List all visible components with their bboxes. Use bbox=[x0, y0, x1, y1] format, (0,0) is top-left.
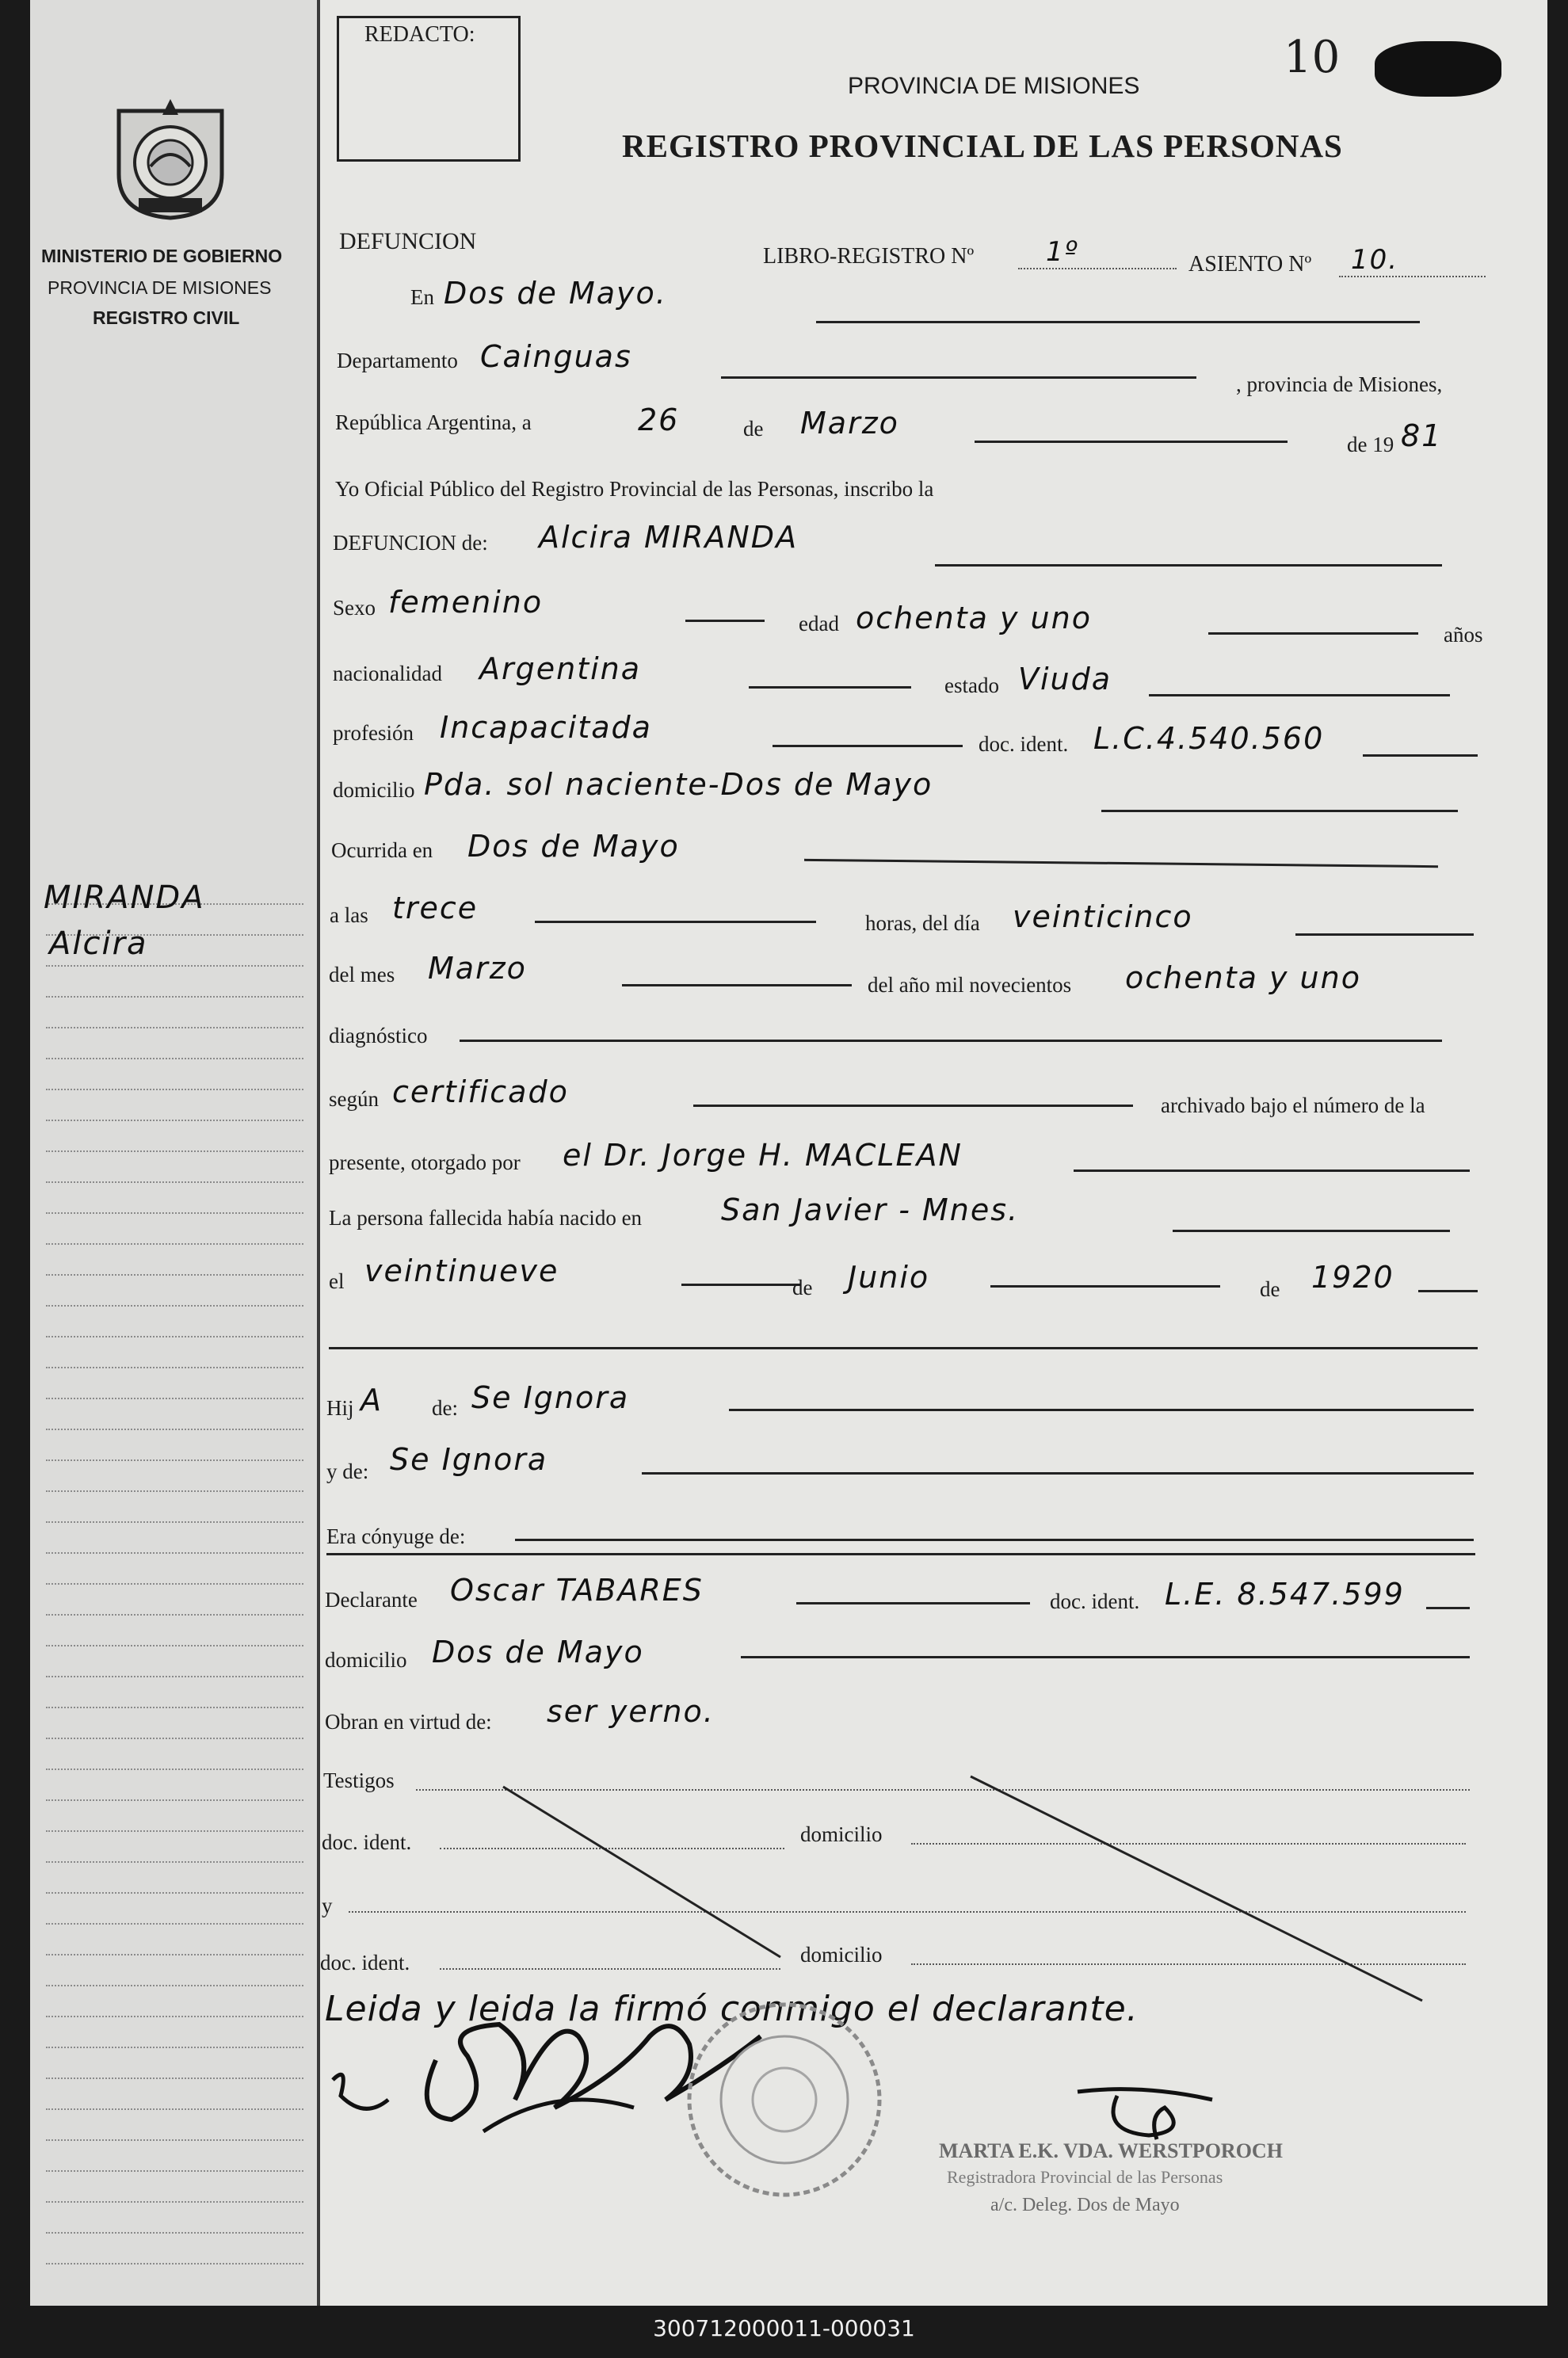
margin-surname: MIRANDA bbox=[44, 879, 205, 916]
domicilio2-label: domicilio bbox=[325, 1648, 407, 1672]
nac-anio-value: 1920 bbox=[1311, 1260, 1394, 1295]
docident-label: doc. ident. bbox=[979, 732, 1069, 756]
provincia-text: , provincia de Misiones, bbox=[1236, 372, 1443, 396]
t2-dom-label: domicilio bbox=[800, 1943, 883, 1967]
profesion-label: profesión bbox=[333, 721, 414, 745]
delmes-value: Marzo bbox=[428, 951, 527, 986]
sexo-label: Sexo bbox=[333, 596, 376, 620]
domicilio-label: domicilio bbox=[333, 778, 415, 802]
province-title: PROVINCIA DE MISIONES bbox=[848, 73, 1140, 99]
stamp-place-line: a/c. Deleg. Dos de Mayo bbox=[990, 2195, 1180, 2215]
departamento-value: Cainguas bbox=[480, 339, 632, 374]
de2-label: de bbox=[792, 1276, 813, 1299]
margin-name: Alcira bbox=[49, 925, 148, 962]
asiento-label: ASIENTO Nº bbox=[1188, 252, 1312, 277]
ocurrida-value: Dos de Mayo bbox=[467, 829, 680, 864]
ocurrida-label: Ocurrida en bbox=[331, 838, 433, 862]
edad-value: ochenta y uno bbox=[856, 601, 1092, 635]
segun-value: certificado bbox=[392, 1074, 569, 1109]
el-label: el bbox=[329, 1269, 345, 1293]
delmes-label: del mes bbox=[329, 963, 395, 986]
nac-mes-value: Junio bbox=[848, 1260, 930, 1295]
leida-text: Leida y leida la firmó conmigo el declarante. bbox=[325, 1989, 1139, 2029]
obran-label: Obran en virtud de: bbox=[325, 1710, 492, 1734]
round-seal-icon bbox=[681, 1997, 887, 2203]
en-label: En bbox=[410, 285, 434, 309]
hija-label: Hij bbox=[326, 1396, 354, 1420]
dia-value: 26 bbox=[638, 403, 680, 437]
libro-value: 1º bbox=[1046, 236, 1079, 268]
hija-suffix: A bbox=[361, 1383, 383, 1417]
libro-label: LIBRO-REGISTRO Nº bbox=[763, 244, 975, 269]
horas-label: horas, del día bbox=[865, 911, 980, 935]
ministry-line-2: PROVINCIA DE MISIONES bbox=[48, 277, 272, 298]
archivado-label: archivado bajo el número de la bbox=[1161, 1093, 1425, 1117]
t2-doc-label: doc. ident. bbox=[320, 1951, 410, 1975]
t1-doc-label: doc. ident. bbox=[322, 1830, 412, 1854]
conyuge-label: Era cónyuge de: bbox=[326, 1524, 466, 1548]
en-value: Dos de Mayo. bbox=[444, 276, 667, 311]
diagnostico-label: diagnóstico bbox=[329, 1024, 428, 1047]
declarante-label: Declarante bbox=[325, 1588, 418, 1612]
footer-code: 300712000011-000031 bbox=[653, 2315, 915, 2341]
anio-value: 81 bbox=[1401, 418, 1443, 453]
de-label: de bbox=[743, 417, 764, 441]
stamp-role-line: Registradora Provincial de las Personas bbox=[947, 2167, 1223, 2187]
el-value: veintinueve bbox=[364, 1253, 559, 1288]
madre-value: Se Ignora bbox=[390, 1442, 548, 1477]
redacto-label: REDACTO: bbox=[364, 22, 475, 47]
defuncion-label: DEFUNCION de: bbox=[333, 531, 488, 555]
testigos-label: Testigos bbox=[323, 1768, 395, 1792]
registry-title: REGISTRO PROVINCIAL DE LAS PERSONAS bbox=[622, 128, 1343, 164]
dia-muerte-value: veinticinco bbox=[1013, 899, 1193, 934]
profesion-value: Incapacitada bbox=[440, 710, 652, 745]
oficial-text: Yo Oficial Público del Registro Provincial de las Personas, inscribo la bbox=[335, 477, 934, 501]
nacido-value: San Javier - Mnes. bbox=[721, 1192, 1020, 1227]
hija-de-label: de: bbox=[432, 1396, 458, 1420]
presente-label: presente, otorgado por bbox=[329, 1150, 521, 1174]
nacionalidad-value: Argentina bbox=[479, 651, 642, 686]
yde-label: y de: bbox=[326, 1459, 369, 1483]
de3-label: de bbox=[1260, 1277, 1280, 1301]
asiento-value: 10. bbox=[1351, 244, 1399, 276]
ministry-line-3: REGISTRO CIVIL bbox=[93, 307, 240, 328]
domicilio-value: Pda. sol naciente-Dos de Mayo bbox=[424, 767, 933, 802]
decl-doc-label: doc. ident. bbox=[1050, 1589, 1140, 1613]
docident-value: L.C.4.540.560 bbox=[1093, 721, 1325, 756]
declarante-value: Oscar TABARES bbox=[450, 1573, 704, 1608]
section-label: DEFUNCION bbox=[339, 228, 477, 254]
segun-label: según bbox=[329, 1087, 379, 1111]
nacionalidad-label: nacionalidad bbox=[333, 662, 442, 685]
stamp-name-line: MARTA E.K. VDA. WERSTPOROCH bbox=[939, 2139, 1283, 2162]
republica-label: República Argentina, a bbox=[335, 410, 532, 434]
mes-value: Marzo bbox=[800, 406, 899, 441]
departamento-label: Departamento bbox=[337, 349, 458, 372]
domicilio2-value: Dos de Mayo bbox=[432, 1635, 644, 1669]
page-number: 10 bbox=[1284, 32, 1341, 83]
ministry-line-1: MINISTERIO DE GOBIERNO bbox=[41, 246, 283, 266]
anio-mil-label: del año mil novecientos bbox=[868, 973, 1072, 997]
sexo-value: femenino bbox=[388, 585, 544, 620]
padre-value: Se Ignora bbox=[471, 1380, 630, 1415]
alas-label: a las bbox=[330, 903, 368, 927]
edad-label: edad bbox=[799, 612, 839, 635]
decl-doc-value: L.E. 8.547.599 bbox=[1165, 1577, 1405, 1612]
t1-dom-label: domicilio bbox=[800, 1822, 883, 1846]
anio-mil-value: ochenta y uno bbox=[1125, 960, 1361, 995]
obran-value: ser yerno. bbox=[547, 1694, 715, 1729]
defuncion-value: Alcira MIRANDA bbox=[539, 520, 799, 555]
nacido-label: La persona fallecida había nacido en bbox=[329, 1206, 643, 1230]
estado-value: Viuda bbox=[1018, 662, 1112, 696]
anio-prefix: de 19 bbox=[1347, 433, 1394, 456]
estado-label: estado bbox=[944, 673, 999, 697]
y-label: y bbox=[322, 1894, 333, 1917]
alas-value: trece bbox=[392, 891, 479, 925]
anios-label: años bbox=[1444, 623, 1483, 647]
presente-value: el Dr. Jorge H. MACLEAN bbox=[563, 1138, 963, 1173]
